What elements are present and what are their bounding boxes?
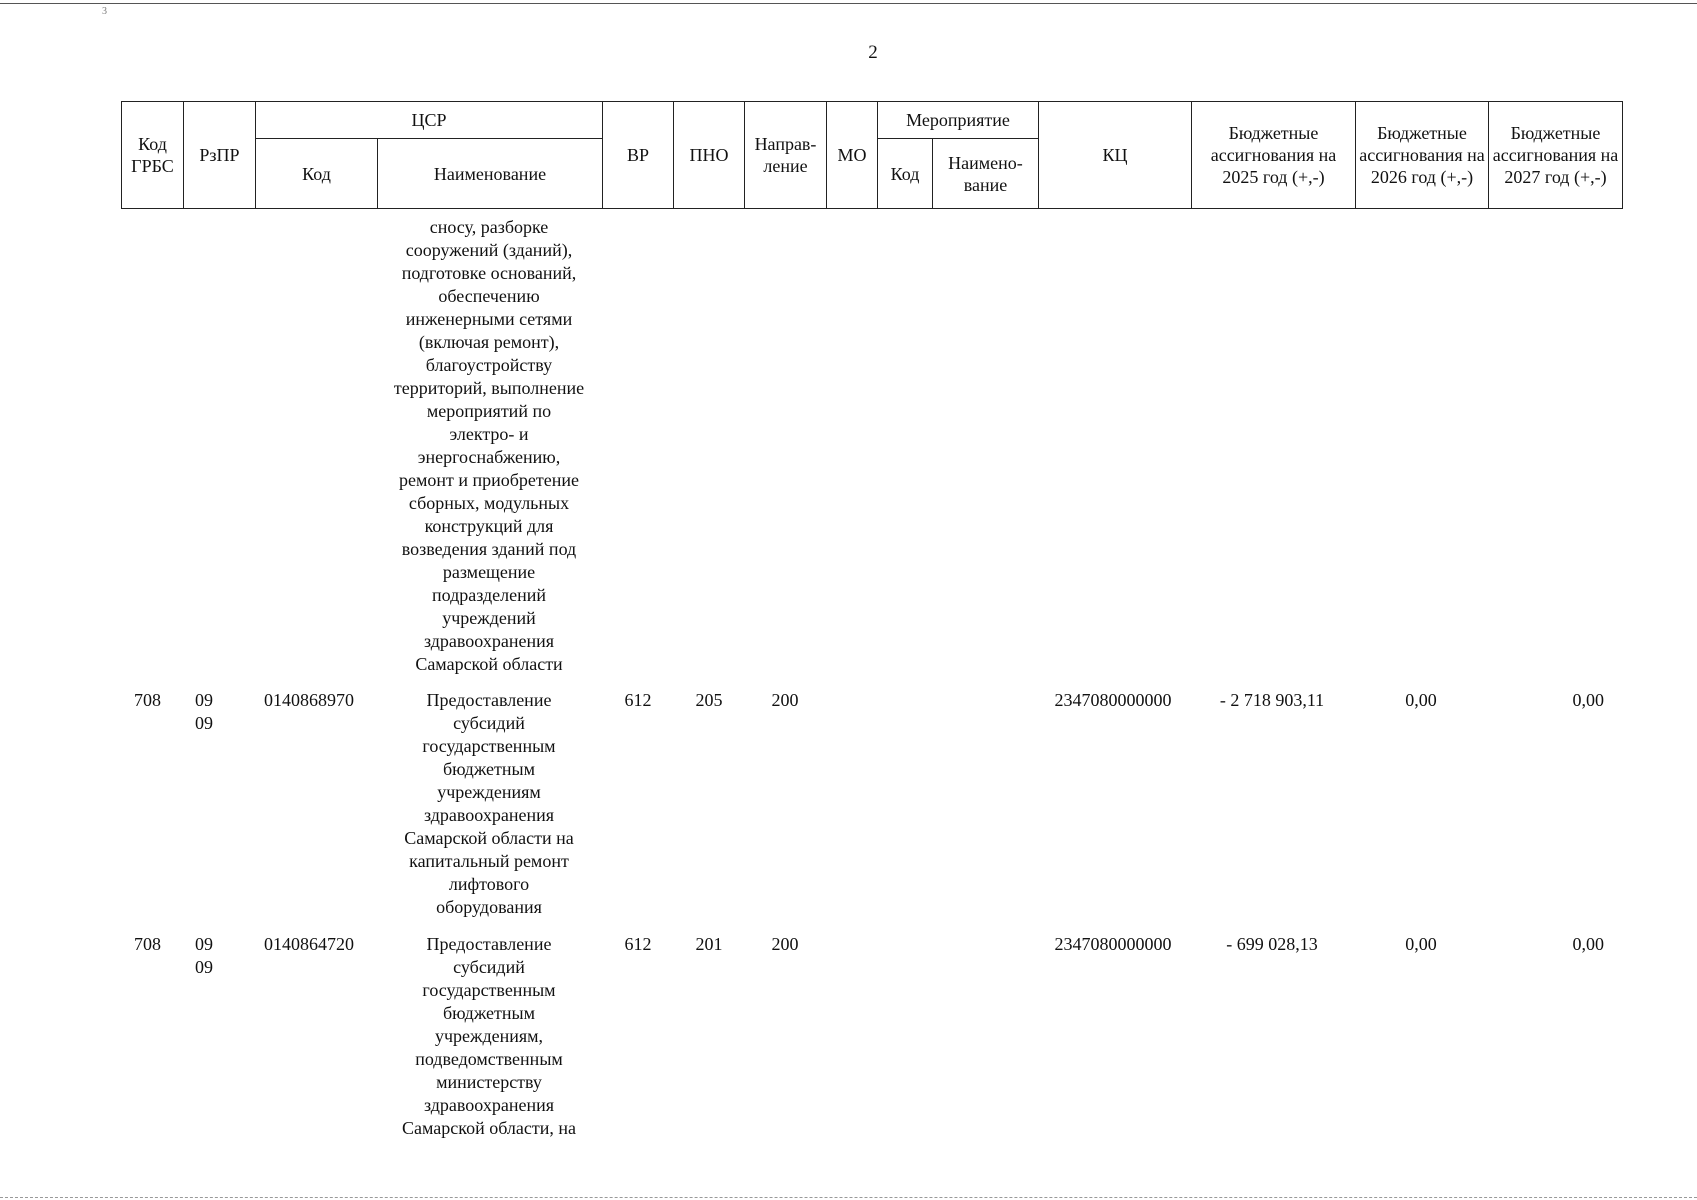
row-napravlenie: 200 xyxy=(771,690,799,710)
header-kod-grbs: Код ГРБС xyxy=(121,101,184,209)
header-mo: МО xyxy=(826,101,878,209)
row-name: Предоставление субсидий государственным бюджетным учреждениям здравоохранения Самарской области на капитальный ремонт лифтового оборудования xyxy=(404,690,574,917)
row-pno: 205 xyxy=(695,690,723,710)
header-mer-name: Наимено-вание xyxy=(932,138,1039,209)
header-meropriyatie: Мероприятие xyxy=(877,101,1039,139)
row-name: сносу, разборке сооружений (зданий), подготовке оснований, обеспечению инженерными сетями (включая ремонт), благоустройству территорий, выполнение мероприятий по электро- и энергоснабжению, ремонт и приобретение сборных, модульных конструкций для возведения зданий под размещение подразделений учреждений здравоохранения Самарской области xyxy=(393,217,585,674)
header-csr-kod: Код xyxy=(255,138,378,209)
row-pno: 201 xyxy=(695,934,723,954)
row-name: Предоставление субсидий государственным бюджетным учреждениям, подведомственным министерству здравоохранения Самарской области, на xyxy=(402,934,576,1138)
row-grbs: 708 xyxy=(134,690,161,710)
row-budget-2025: - 699 028,13 xyxy=(1226,934,1318,954)
row-vr: 612 xyxy=(624,690,652,710)
header-kc: КЦ xyxy=(1038,101,1192,209)
header-vr: ВР xyxy=(602,101,674,209)
top-page-rule xyxy=(0,3,1697,4)
row-vr: 612 xyxy=(624,934,652,954)
row-kod: 0140864720 xyxy=(264,934,354,954)
row-budget-2026: 0,00 xyxy=(1405,934,1437,954)
header-napravlenie: Направ-ление xyxy=(744,101,827,209)
row-kc: 2347080000000 xyxy=(1054,934,1172,954)
row-napravlenie: 200 xyxy=(771,934,799,954)
page-number: 2 xyxy=(868,42,878,63)
row-kc: 2347080000000 xyxy=(1054,690,1172,710)
row-rzpr: 09 09 xyxy=(195,690,213,733)
row-budget-2025: - 2 718 903,11 xyxy=(1219,690,1325,710)
header-budget-2025: Бюджетные ассигнования на 2025 год (+,-) xyxy=(1191,101,1356,209)
header-budget-2027: Бюджетные ассигнования на 2027 год (+,-) xyxy=(1488,101,1623,209)
row-grbs: 708 xyxy=(134,934,161,954)
table-header xyxy=(121,101,1623,209)
row-budget-2026: 0,00 xyxy=(1405,690,1437,710)
header-mer-kod: Код xyxy=(877,138,933,209)
bottom-page-rule xyxy=(0,1197,1697,1198)
row-budget-2027: 0,00 xyxy=(1572,934,1604,954)
row-kod: 0140868970 xyxy=(264,690,354,710)
header-pno: ПНО xyxy=(673,101,745,209)
row-budget-2027: 0,00 xyxy=(1572,690,1604,710)
header-csr: ЦСР xyxy=(255,101,603,139)
header-csr-name: Наименование xyxy=(377,138,603,209)
header-budget-2026: Бюджетные ассигнования на 2026 год (+,-) xyxy=(1355,101,1489,209)
row-rzpr: 09 09 xyxy=(195,934,213,977)
scan-mark: 3 xyxy=(102,6,107,17)
header-rzpr: РзПР xyxy=(183,101,256,209)
